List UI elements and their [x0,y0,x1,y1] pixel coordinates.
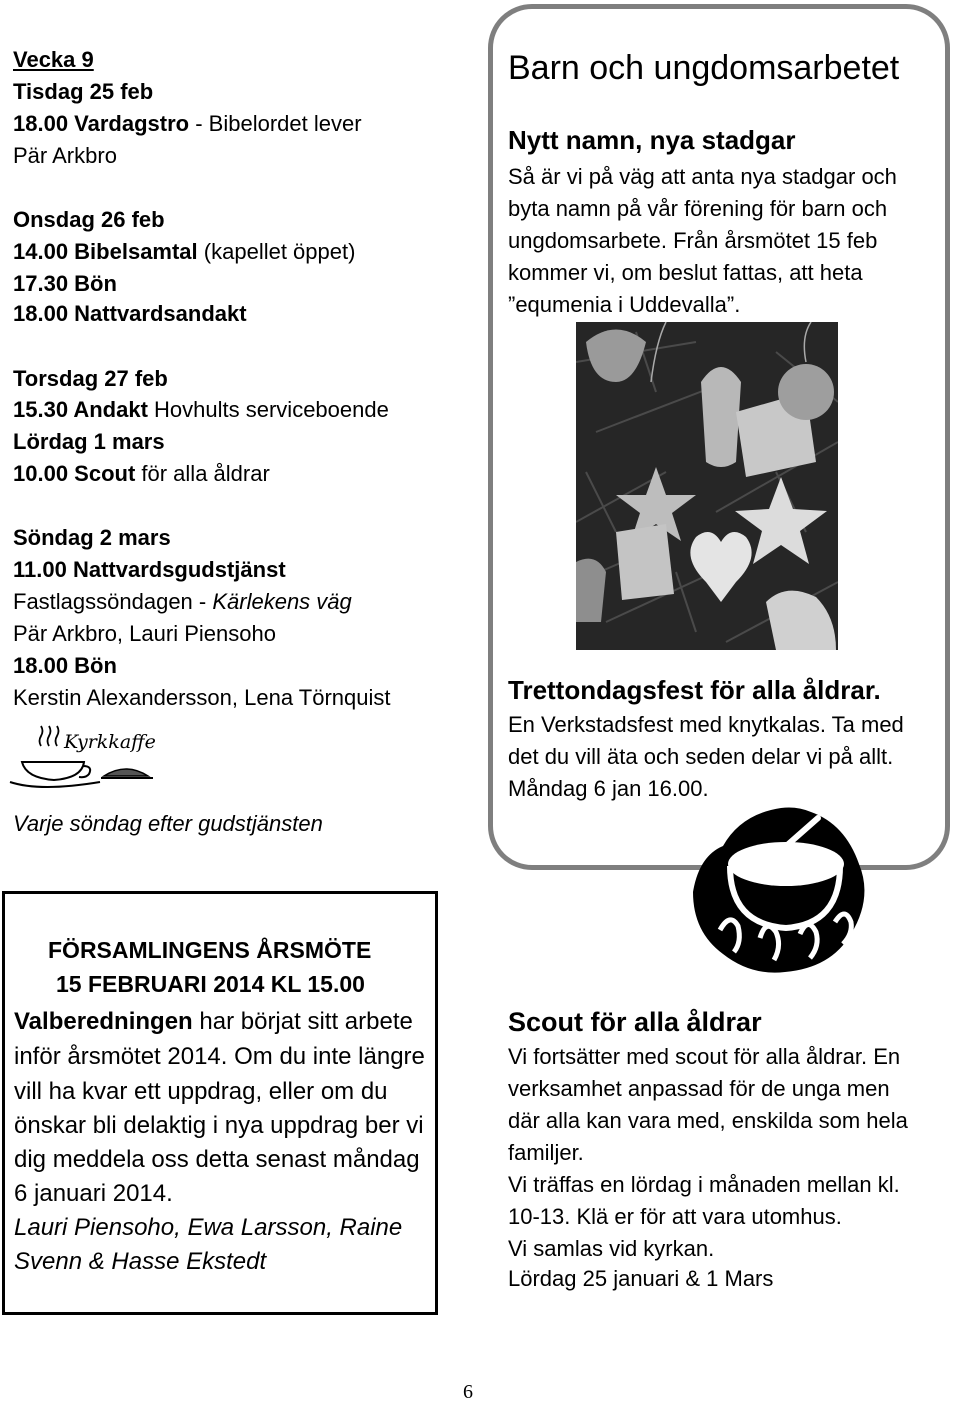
meeting-line-1 [14,1010,413,1034]
wed-event-time: 14.00 Bibelsamtal [13,239,198,264]
campfire-icon [690,802,872,974]
tue-event-time: 18.00 Vardagstro [13,111,190,136]
campfire-pot-illustration [690,802,872,974]
svg-text:Kyrkkaffe: Kyrkkaffe [64,731,156,753]
sun-date: Söndag 2 mars [13,525,171,550]
youth-para-line: ”equmenia i Uddevalla”. [508,292,741,317]
sun-line2-italic: Kärlekens väg [212,589,352,614]
tue-event-rest: - Bibelordet lever [189,111,362,136]
youth-para-line: ungdomsarbete. Från årsmötet 15 feb [508,228,878,253]
meeting-title-1: FÖRSAMLINGENS ÅRSMÖTE [48,937,372,963]
scout-line: familjer. [508,1140,584,1165]
coffee-cup-icon [8,724,158,790]
ornaments-image [576,322,838,650]
sat-date: Lördag 1 mars [13,429,165,454]
wed-event [13,241,355,263]
sun-line4: 18.00 Bön [13,653,117,678]
meeting-line: 6 januari 2014. [14,1180,173,1207]
tue-event [13,113,362,135]
week-heading: Vecka 9 [13,47,94,72]
scout-line: Lördag 25 januari & 1 Mars [508,1266,774,1291]
tue-date: Tisdag 25 feb [13,79,154,104]
scout-line: Vi träffas en lördag i månaden mellan kl. [508,1172,900,1197]
scout-line: 10-13. Klä er för att vara utomhus. [508,1204,842,1229]
youth-para-line: byta namn på vår förening för barn och [508,196,888,221]
meeting-signature-line: Lauri Piensoho, Ewa Larsson, Raine [14,1214,403,1241]
meeting-line: dig meddela oss detta senast måndag [14,1146,420,1173]
kyrkkaffe-logo [8,724,158,790]
scout-heading: Scout för alla åldrar [508,1007,762,1037]
sun-line3: Pär Arkbro, Lauri Piensoho [13,621,276,646]
scout-line: Vi samlas vid kyrkan. [508,1236,715,1261]
meeting-line: vill ha kvar ett uppdrag, eller om du [14,1078,388,1105]
youth-para-line: Så är vi på väg att anta nya stadgar och [508,164,897,189]
wed-line2: 17.30 Bön [13,271,117,296]
scout-line: där alla kan vara med, enskilda som hela [508,1108,908,1133]
tue-person: Pär Arkbro [13,143,117,168]
sat-event-rest: för alla åldrar [135,461,270,486]
scout-line: Vi fortsätter med scout för alla åldrar. En [508,1044,901,1069]
meeting-line1-rest: har börjat sitt arbete [192,1008,413,1035]
event-line: Måndag 6 jan 16.00. [508,776,709,801]
meeting-signature-line: Svenn & Hasse Ekstedt [14,1248,267,1275]
christmas-ornaments-photo [576,322,838,650]
event-line: det du vill äta och seden delar vi på allt. [508,744,894,769]
meeting-line: önskar bli delaktig i nya uppdrag ber vi [14,1112,424,1139]
wed-line3: 18.00 Nattvardsandakt [13,301,247,326]
sat-event-time: 10.00 Scout [13,461,136,486]
wed-date: Onsdag 26 feb [13,207,165,232]
wed-event-rest: (kapellet öppet) [197,239,356,264]
thu-event-rest: Hovhults serviceboende [147,397,389,422]
sun-line2 [13,591,352,613]
sun-line5: Kerstin Alexandersson, Lena Törnquist [13,685,391,710]
kyrkkaffe-caption: Varje söndag efter gudstjänsten [13,811,323,836]
sat-event [13,463,270,485]
youth-subheading: Nytt namn, nya stadgar [508,125,796,155]
thu-event-time: 15.30 Andakt [13,397,148,422]
thu-event [13,399,389,421]
meeting-title-2: 15 FEBRUARI 2014 KL 15.00 [56,971,365,997]
sun-line1: 11.00 Nattvardsgudstjänst [13,557,286,582]
sun-line2-plain: Fastlagssöndagen - [13,589,213,614]
thu-date: Torsdag 27 feb [13,366,168,391]
youth-heading: Barn och ungdomsarbetet [508,49,900,87]
page-number: 6 [463,1381,473,1403]
event-heading: Trettondagsfest för alla åldrar. [508,675,881,705]
event-line: En Verkstadsfest med knytkalas. Ta med [508,712,904,737]
meeting-valberedningen: Valberedningen [14,1008,193,1035]
scout-line: verksamhet anpassad för de unga men [508,1076,890,1101]
meeting-line: inför årsmötet 2014. Om du inte längre [14,1043,425,1070]
youth-para-line: kommer vi, om beslut fattas, att heta [508,260,863,285]
